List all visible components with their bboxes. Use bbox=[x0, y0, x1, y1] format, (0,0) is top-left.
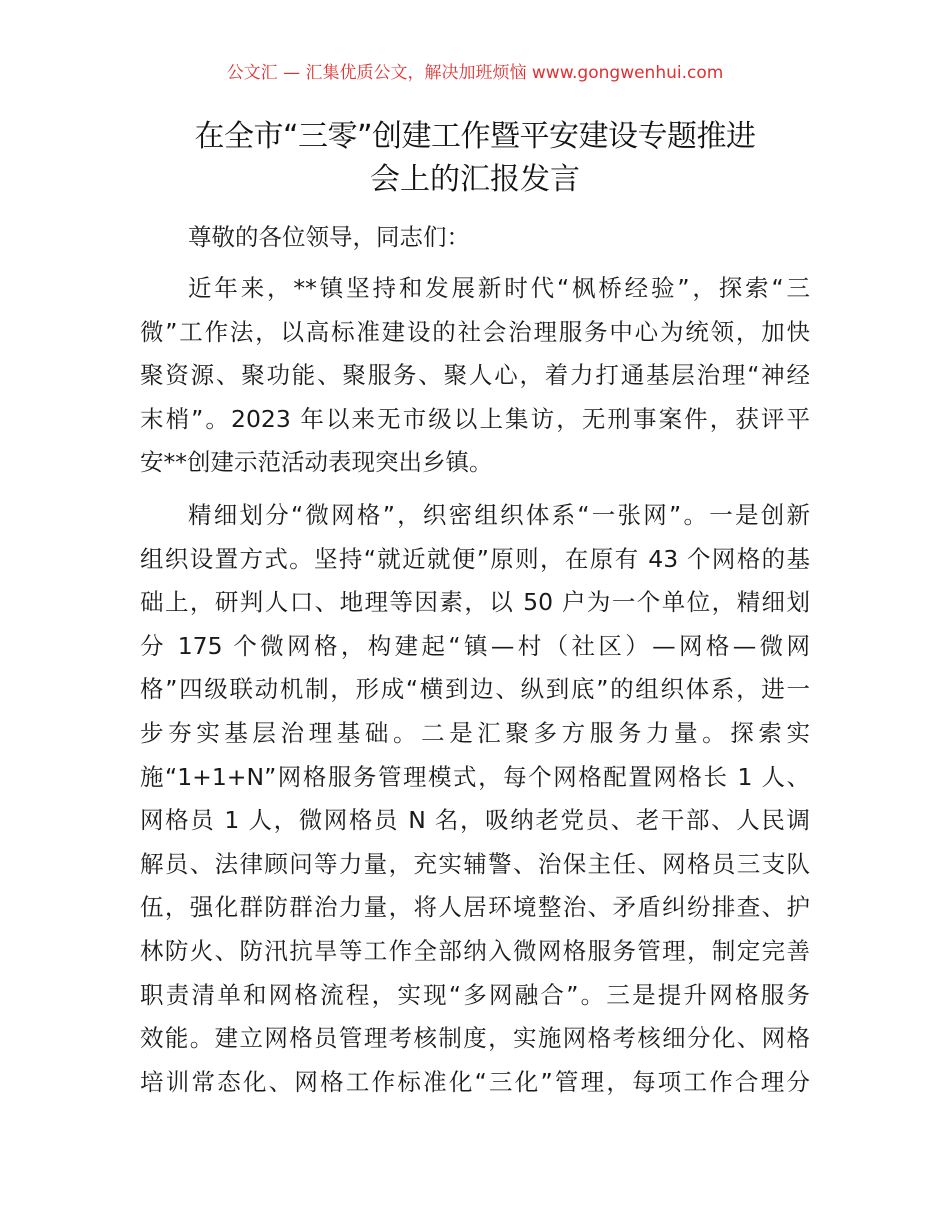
document-title-line-1: 在全市“三零”创建工作暨平安建设专题推进 bbox=[194, 119, 756, 154]
paragraph-2-line: 效能。建立网格员管理考核制度，实施网格考核细分化、网格 bbox=[140, 1024, 810, 1053]
salutation: 尊敬的各位领导，同志们： bbox=[188, 223, 470, 251]
paragraph-2-line: 础上，研判人口、地理等因素，以 50 户为一个单位，精细划 bbox=[140, 588, 810, 617]
site-banner: 公文汇 — 汇集优质公文，解决加班烦恼 www.gongwenhui.com bbox=[226, 63, 724, 83]
document-title-line-2: 会上的汇报发言 bbox=[370, 162, 580, 197]
paragraph-2-line: 步夯实基层治理基础。二是汇聚多方服务力量。探索实 bbox=[140, 719, 810, 747]
paragraph-2-line: 培训常态化、网格工作标准化“三化”管理，每项工作合理分 bbox=[140, 1067, 810, 1096]
paragraph-2-line: 施“1+1+N”网格服务管理模式，每个网格配置网格长 1 人、 bbox=[140, 762, 810, 791]
paragraph-2-line: 格”四级联动机制，形成“横到边、纵到底”的组织体系，进一 bbox=[140, 675, 810, 704]
paragraph-1-line: 安**创建示范活动表现突出乡镇。 bbox=[140, 448, 493, 477]
paragraph-2-line: 网格员 1 人，微网格员 N 名，吸纳老党员、老干部、人民调 bbox=[140, 806, 810, 835]
paragraph-2-line: 伍，强化群防群治力量，将人居环境整治、矛盾纠纷排查、护 bbox=[140, 893, 810, 922]
paragraph-1-line: 近年来，**镇坚持和发展新时代“枫桥经验”，探索“三 bbox=[188, 274, 810, 302]
paragraph-1-line: 聚资源、聚功能、聚服务、聚人心，着力打通基层治理“神经 bbox=[140, 361, 810, 390]
paragraph-2-line: 林防火、防汛抗旱等工作全部纳入微网格服务管理，制定完善 bbox=[140, 937, 810, 965]
paragraph-2-line: 解员、法律顾问等力量，充实辅警、治保主任、网格员三支队 bbox=[140, 849, 810, 878]
paragraph-2-line: 职责清单和网格流程，实现“多网融合”。三是提升网格服务 bbox=[140, 980, 810, 1009]
paragraph-2-line: 分 175 个微网格，构建起“镇—村（社区）—网格—微网 bbox=[140, 631, 810, 660]
paragraph-2-line: 精细划分“微网格”，织密组织体系“一张网”。一是创新 bbox=[188, 501, 810, 529]
paragraph-1-line: 末梢”。2023 年以来无市级以上集访，无刑事案件，获评平 bbox=[140, 404, 810, 433]
paragraph-2-line: 组织设置方式。坚持“就近就便”原则，在原有 43 个网格的基 bbox=[140, 544, 810, 573]
paragraph-1-line: 微”工作法，以高标准建设的社会治理服务中心为统领，加快 bbox=[140, 317, 810, 346]
